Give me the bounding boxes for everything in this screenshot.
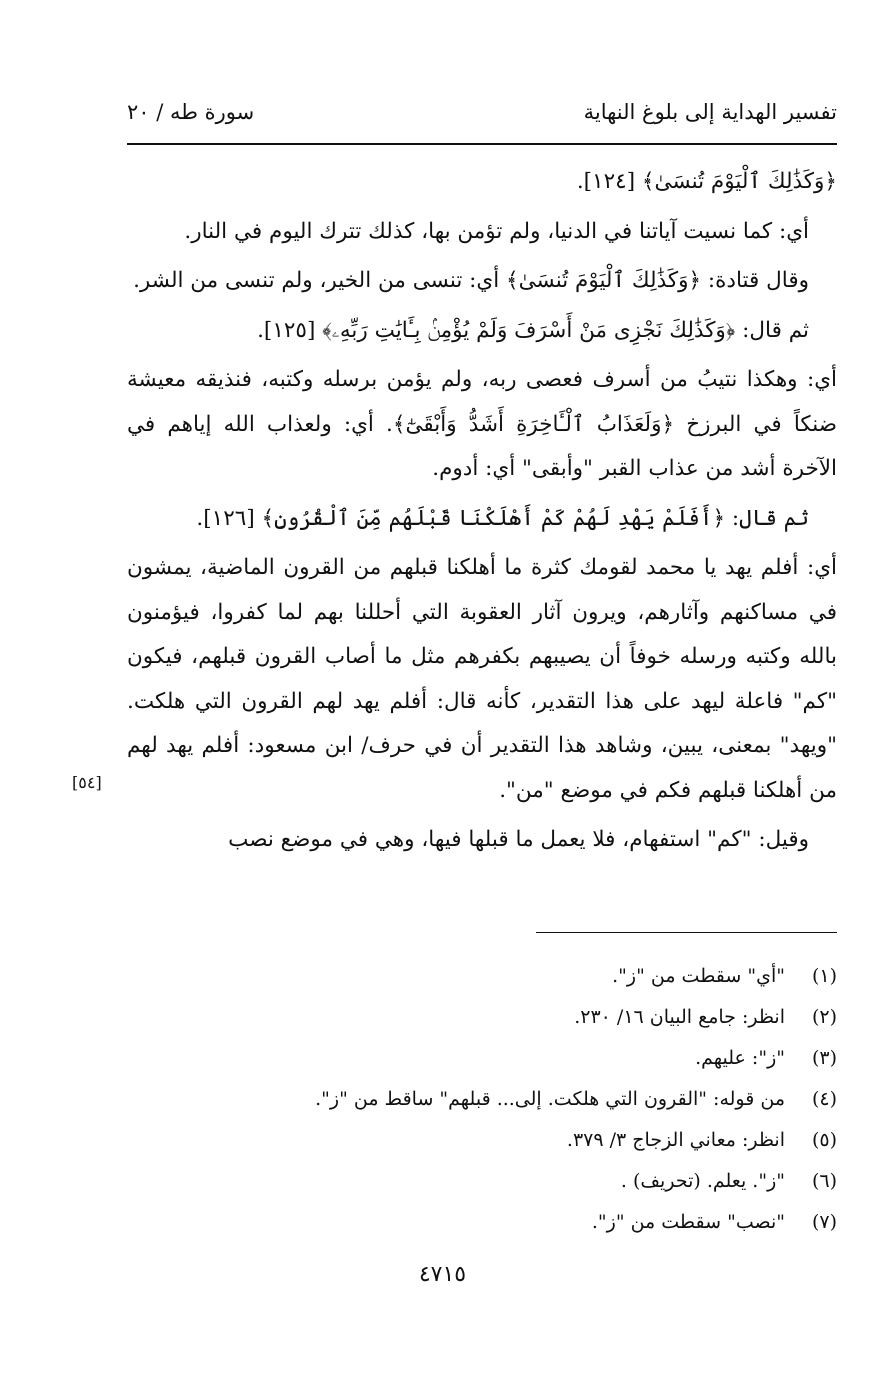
- main-text: [127, 160, 837, 868]
- paragraph-verse-125: ثم قال: ﴿وَكَذَٰلِكَ نَجْزِى مَنْ أَسْرَفَ وَلَمْ يُؤْمِنۢ بِـَٔايَٰتِ رَبِّهِۦ﴾ [١٢٥].: [257, 317, 809, 343]
- footnote: [217, 1037, 837, 1078]
- footnote-text: انظر: جامع البيان ١٦/ ٢٣٠.: [574, 1005, 785, 1028]
- footnote-number: (٤): [811, 1087, 837, 1110]
- paragraph: أي: أفلم يهد يا محمد لقومك كثرة ما أهلكنا قبلهم من القرون الماضية، يمشون في مساكنهم وآثارهم، ويرون آثار العقوبة التي أحللنا بهم لما كفروا، فيؤمنون بالله وكتبه ورسله خوفاً أن يصيبهم بكفرهم مثل ما أصاب القرون قبلهم، فيكون "كم" فاعلة ليهد على هذا التقدير، كأنه قال: أفلم يهد لهم القرون التي هلكت. "ويهد" بمعنى، يبين، وشاهد هذا التقدير أن في حرف/ ابن مسعود: أفلم يهد لهم من أهلكنا قبلهم فكم في موضع "من".: [127, 555, 838, 803]
- footnote: [217, 1119, 837, 1160]
- page-number: ٤٧١٥: [418, 1262, 467, 1287]
- paragraph: أي: كما نسيت آياتنا في الدنيا، ولم تؤمن بها، كذلك تترك اليوم في النار.: [184, 218, 809, 244]
- footnote: [217, 1160, 837, 1201]
- footnote-text: "نصب" سقطت من "ز".: [591, 1210, 785, 1233]
- running-header: [127, 100, 837, 136]
- footnote-text: انظر: معاني الزجاج ٣/ ٣٧٩.: [566, 1128, 785, 1151]
- footnote: [217, 1201, 837, 1242]
- footnote: [217, 996, 837, 1037]
- footnote-text: "أي" سقطت من "ز".: [612, 964, 785, 987]
- footnote-number: (١): [811, 964, 837, 987]
- footnote-text: "ز". يعلم. (تحريف) .: [620, 1169, 785, 1192]
- footnote-number: (٧): [811, 1210, 837, 1233]
- footnote-number: (٥): [811, 1128, 837, 1151]
- book-title: تفسير الهداية إلى بلوغ النهاية: [583, 100, 837, 124]
- footnote: [217, 955, 837, 996]
- footnote-number: (٦): [811, 1169, 837, 1192]
- paragraph-verse-126: ثم قال: ﴿أَفَلَمْ يَهْدِ لَهُمْ كَمْ أَهْلَكْنَا قَبْلَهُم مِّنَ ٱلْقُرُونِ﴾ [١٢٦].: [196, 505, 809, 531]
- footnotes: [217, 955, 837, 1242]
- footnote-text: "ز": عليهم.: [695, 1046, 785, 1069]
- surah-info: سورة طه / ٢٠: [127, 100, 255, 124]
- paragraph: وقيل: "كم" استفهام، فلا يعمل ما قبلها فيها، وهي في موضع نصب: [228, 827, 809, 852]
- paragraph-verse-124: ﴿وَكَذَٰلِكَ ٱلْيَوْمَ تُنسَىٰ﴾ [١٢٤].: [576, 169, 837, 194]
- margin-page-marker: [٥٤]: [72, 773, 102, 792]
- footnote-number: (٢): [811, 1005, 837, 1028]
- footnote-number: (٣): [811, 1046, 837, 1069]
- footnote: [217, 1078, 837, 1119]
- footnote-text: من قوله: "القرون التي هلكت. إلى... قبلهم" ساقط من "ز".: [315, 1087, 785, 1110]
- header-rule: [127, 143, 837, 145]
- footnote-rule: [536, 932, 837, 933]
- paragraph: أي: وهكذا نتيبُ من أسرف فعصى ربه، ولم يؤمن برسله وكتبه، فنذيقه معيشة ضنكاً في البرزخ ﴿وَلَعَذَابُ ٱلْـَٔاخِرَةِ أَشَدُّ وَأَبْقَىٰٓ﴾. أي: ولعذاب الله إياهم في الآخرة أشد من عذاب القبر "وأبقى" أي: أدوم.: [127, 367, 837, 481]
- paragraph-qatada: وقال قتادة: ﴿وَكَذَٰلِكَ ٱلْيَوْمَ تُنسَىٰ﴾ أي: تنسى من الخير، ولم تنسى من الشر.: [133, 268, 809, 293]
